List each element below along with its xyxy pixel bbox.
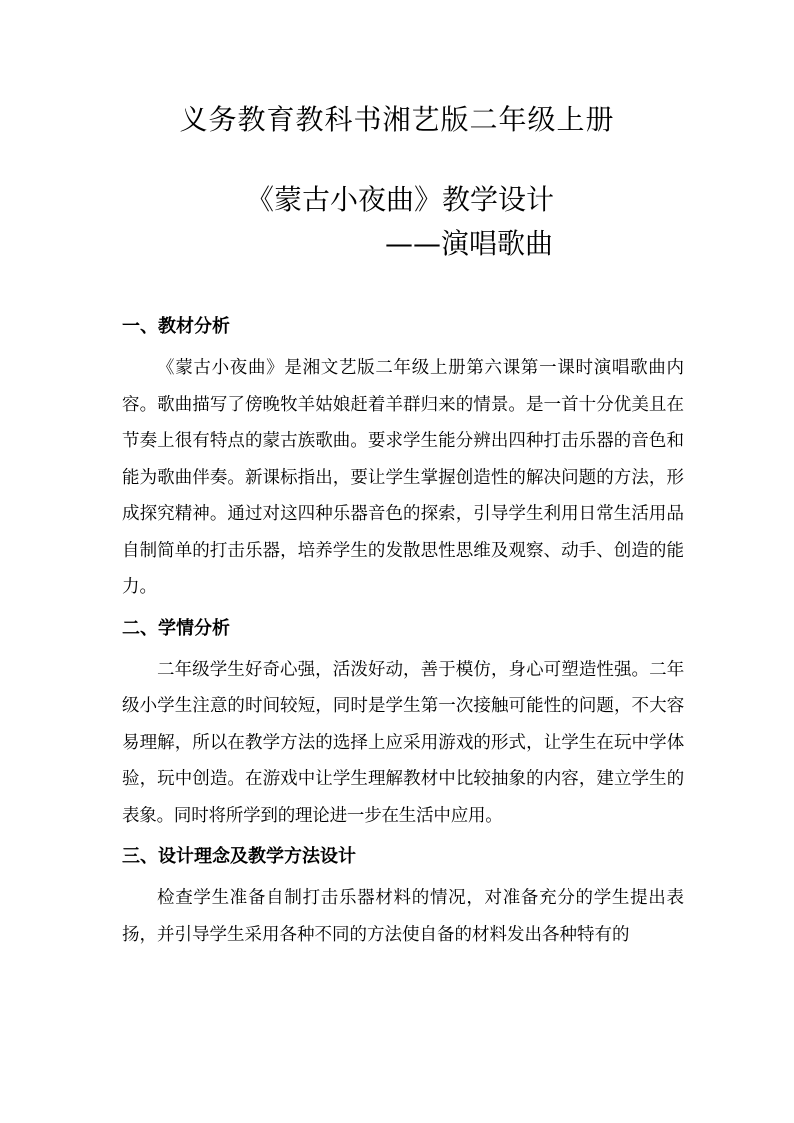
section-heading-2: 二、学情分析 <box>122 617 230 639</box>
document-body <box>122 312 684 961</box>
section-heading-3: 三、设计理念及教学方法设计 <box>122 846 356 867</box>
section-paragraph-2: 二年级学生好奇心强，活泼好动，善于模仿，身心可塑造性强。二年级小学生注意的时间较短，同时是学生第一次接触可能性的问题，不大容易理解，所以在教学方法的选择上应采用游戏的形式，让学生在玩中学体验，玩中创造。在游戏中让学生理解教材中比较抽象的内容，建立学生的表象。同时将所学到的理论进一步在生活中应用。 <box>122 659 684 826</box>
section-paragraph-1: 《蒙古小夜曲》是湘文艺版二年级上册第六课第一课时演唱歌曲内容。歌曲描写了傍晚牧羊姑娘赶着羊群归来的情景。是一首十分优美且在节奏上很有特点的蒙古族歌曲。要求学生能分辨出四种打击乐器的音色和能为歌曲伴奏。新课标指出，要让学生掌握创造性的解决问题的方法，形成探究精神。通过对这四种乐器音色的探索，引导学生利用日常生活用品自制简单的打击乐器，培养学生的发散思性思维及观察、动手、创造的能力。 <box>122 358 684 597</box>
document-title: 义务教育教科书湘艺版二年级上册 <box>179 103 615 136</box>
section-heading-1: 一、教材分析 <box>122 316 230 337</box>
section-paragraph-3: 检查学生准备自制打击乐器材料的情况，对准备充分的学生提出表扬，并引导学生采用各种不同的方法使自备的材料发出各种特有的 <box>122 888 684 945</box>
document-subtitle-line2: ——演唱歌曲 <box>385 227 554 260</box>
document-subtitle: 《蒙古小夜曲》教学设计 <box>246 183 555 216</box>
